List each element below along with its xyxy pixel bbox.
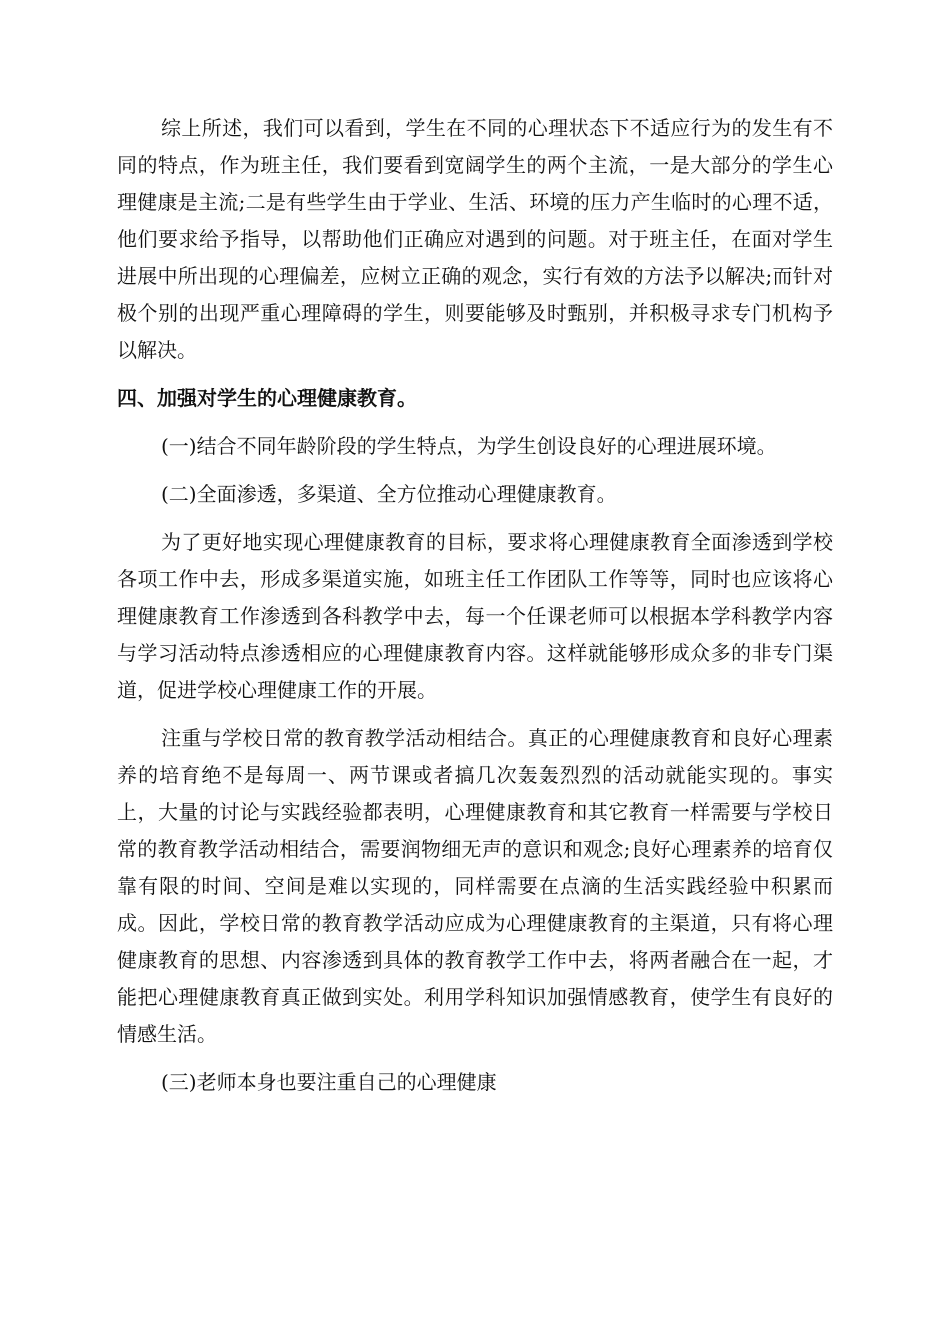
body-paragraph-2: 注重与学校日常的教育教学活动相结合。真正的心理健康教育和良好心理素养的培育绝不是每周一、两节课或者搞几次轰轰烈烈的活动就能实现的。事实上，大量的讨论与实践经验都表明，心理健康教育和其它教育一样需要与学校日常的教育教学活动相结合，需要润物细无声的意识和观念;良好心理素养的培育仅靠有限的时间、空间是难以实现的，同样需要在点滴的生活实践经验中积累而成。因此，学校日常的教育教学活动应成为心理健康教育的主渠道，只有将心理健康教育的思想、内容渗透到具体的教育教学工作中去，将两者融合在一起，才能把心理健康教育真正做到实处。利用学科知识加强情感教育，使学生有良好的情感生活。 — [117, 726, 833, 1046]
subsection-2-heading: (二)全面渗透，多渠道、全方位推动心理健康教育。 — [161, 482, 617, 506]
body-paragraph-1: 为了更好地实现心理健康教育的目标，要求将心理健康教育全面渗透到学校各项工作中去，形成多渠道实施，如班主任工作团队工作等等，同时也应该将心理健康教育工作渗透到各科教学中去，每一个任课老师可以根据本学科教学内容与学习活动特点渗透相应的心理健康教育内容。这样就能够形成众多的非专门渠道，促进学校心理健康工作的开展。 — [117, 530, 833, 702]
document-page — [117, 110, 833, 1101]
subsection-1-heading: (一)结合不同年龄阶段的学生特点，为学生创设良好的心理进展环境。 — [161, 434, 777, 458]
summary-paragraph: 综上所述，我们可以看到，学生在不同的心理状态下不适应行为的发生有不同的特点，作为班主任，我们要看到宽阔学生的两个主流，一是大部分的学生心理健康是主流;二是有些学生由于学业、生活、环境的压力产生临时的心理不适，他们要求给予指导，以帮助他们正确应对遇到的问题。对于班主任，在面对学生进展中所出现的心理偏差，应树立正确的观念，实行有效的方法予以解决;而针对极个别的出现严重心理障碍的学生，则要能够及时甄别，并积极寻求专门机构予以解决。 — [117, 116, 833, 362]
subsection-3-heading: (三)老师本身也要注重自己的心理健康 — [161, 1070, 497, 1094]
section-heading: 四、加强对学生的心理健康教育。 — [117, 386, 417, 410]
